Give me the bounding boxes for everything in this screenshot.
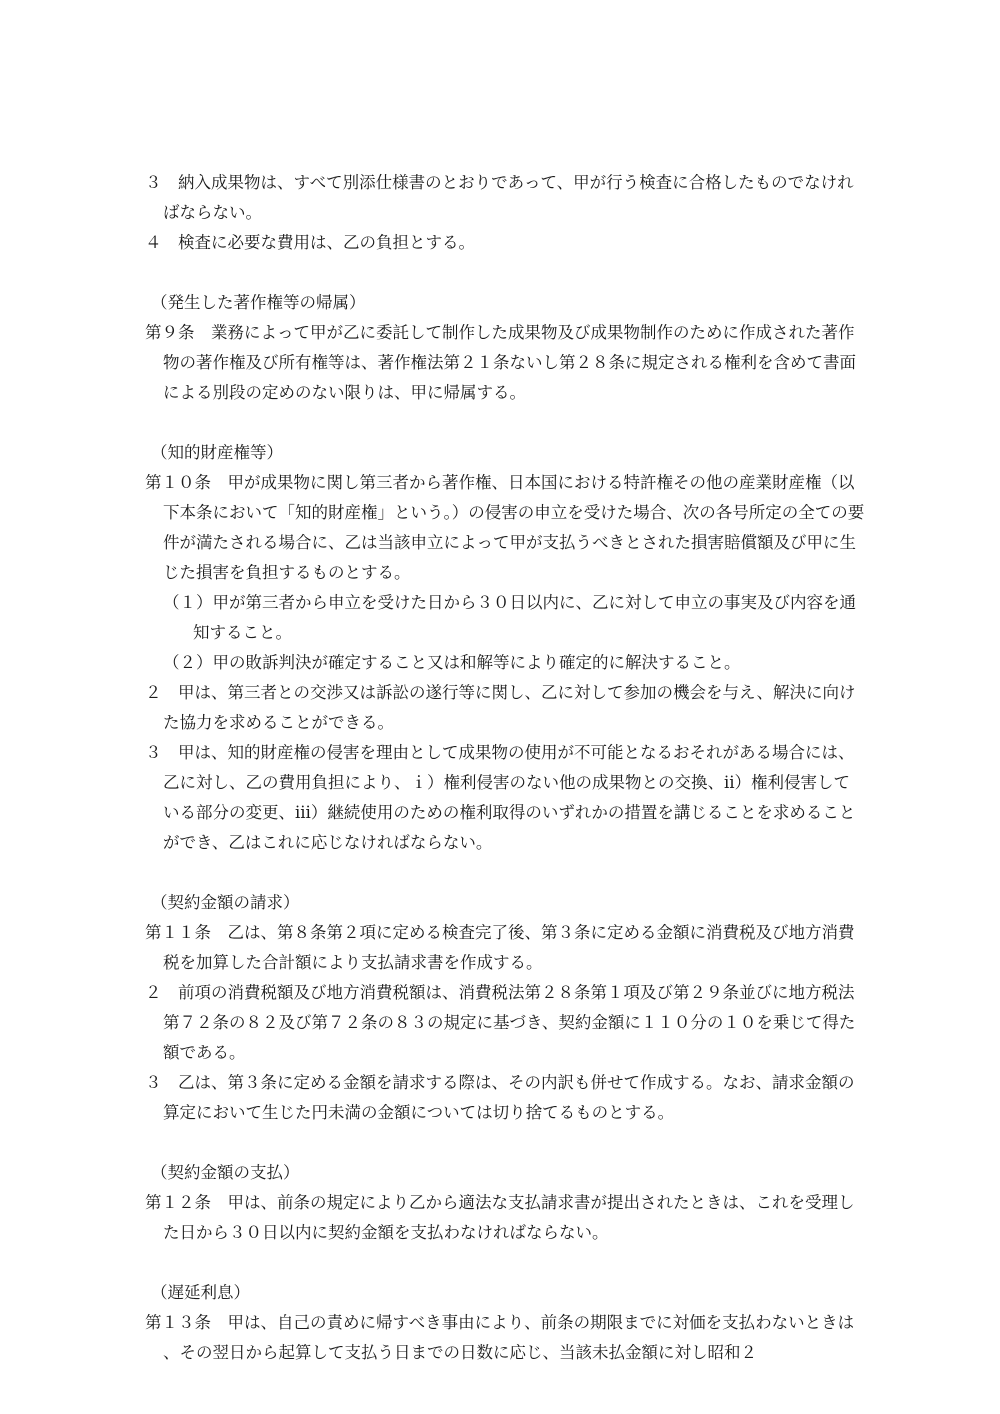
document-body [145, 168, 865, 1368]
article-10-item-2: （２）甲の敗訴判決が確定すること又は和解等により確定的に解決すること。 [163, 653, 741, 672]
article-9: 第９条 業務によって甲が乙に委託して制作した成果物及び成果物制作のために作成された著作物の著作権及び所有権等は、著作権法第２１条ないし第２８条に規定される権利を含めて書面による別段の定めのない限りは、甲に帰属する。 [145, 323, 856, 402]
paragraph-4-inspection-cost: ４ 検査に必要な費用は、乙の負担とする。 [145, 233, 475, 252]
heading-copyright: （発生した著作権等の帰属） [151, 293, 366, 312]
article-10-paragraph-3: ３ 甲は、知的財産権の侵害を理由として成果物の使用が不可能となるおそれがある場合には、乙に対し、乙の費用負担により、ｉ）権利侵害のない他の成果物との交換、ⅱ）権利侵害している部分の変更、ⅲ）継続使用のための権利取得のいずれかの措置を講じることを求めることができ、乙はこれに応じなければならない。 [145, 743, 856, 852]
heading-payment: （契約金額の支払） [151, 1163, 300, 1182]
article-12: 第１２条 甲は、前条の規定により乙から適法な支払請求書が提出されたときは、これを受理した日から３０日以内に契約金額を支払わなければならない。 [145, 1193, 855, 1242]
article-11-paragraph-3: ３ 乙は、第３条に定める金額を請求する際は、その内訳も併せて作成する。なお、請求金額の算定において生じた円未満の金額については切り捨てるものとする。 [145, 1073, 855, 1122]
article-10-paragraph-2: ２ 甲は、第三者との交渉又は訴訟の遂行等に関し、乙に対して参加の機会を与え、解決に向けた協力を求めることができる。 [145, 683, 856, 732]
heading-intellectual-property: （知的財産権等） [151, 443, 283, 462]
article-11-paragraph-2: ２ 前項の消費税額及び地方消費税額は、消費税法第２８条第１項及び第２９条並びに地方税法第７２条の８２及び第７２条の８３の規定に基づき、契約金額に１１０分の１０を乗じて得た額である。 [145, 983, 856, 1062]
article-13: 第１３条 甲は、自己の責めに帰すべき事由により、前条の期限までに対価を支払わないときは、その翌日から起算して支払う日までの日数に応じ、当該未払金額に対し昭和２ [145, 1313, 855, 1362]
article-10-item-1: （１）甲が第三者から申立を受けた日から３０日以内に、乙に対して申立の事実及び内容を通知すること。 [163, 593, 856, 642]
paragraph-3-inspection: ３ 納入成果物は、すべて別添仕様書のとおりであって、甲が行う検査に合格したものでなければならない。 [145, 173, 854, 222]
article-11: 第１１条 乙は、第８条第２項に定める検査完了後、第３条に定める金額に消費税及び地方消費税を加算した合計額により支払請求書を作成する。 [145, 923, 855, 972]
heading-late-interest: （遅延利息） [151, 1283, 250, 1302]
heading-invoice: （契約金額の請求） [151, 893, 300, 912]
article-10: 第１０条 甲が成果物に関し第三者から著作権、日本国における特許権その他の産業財産権（以下本条において「知的財産権」という。）の侵害の申立を受けた場合、次の各号所定の全ての要件が満たされる場合に、乙は当該申立によって甲が支払うべきとされた損害賠償額及び甲に生じた損害を負担するものとする。 [145, 473, 865, 582]
